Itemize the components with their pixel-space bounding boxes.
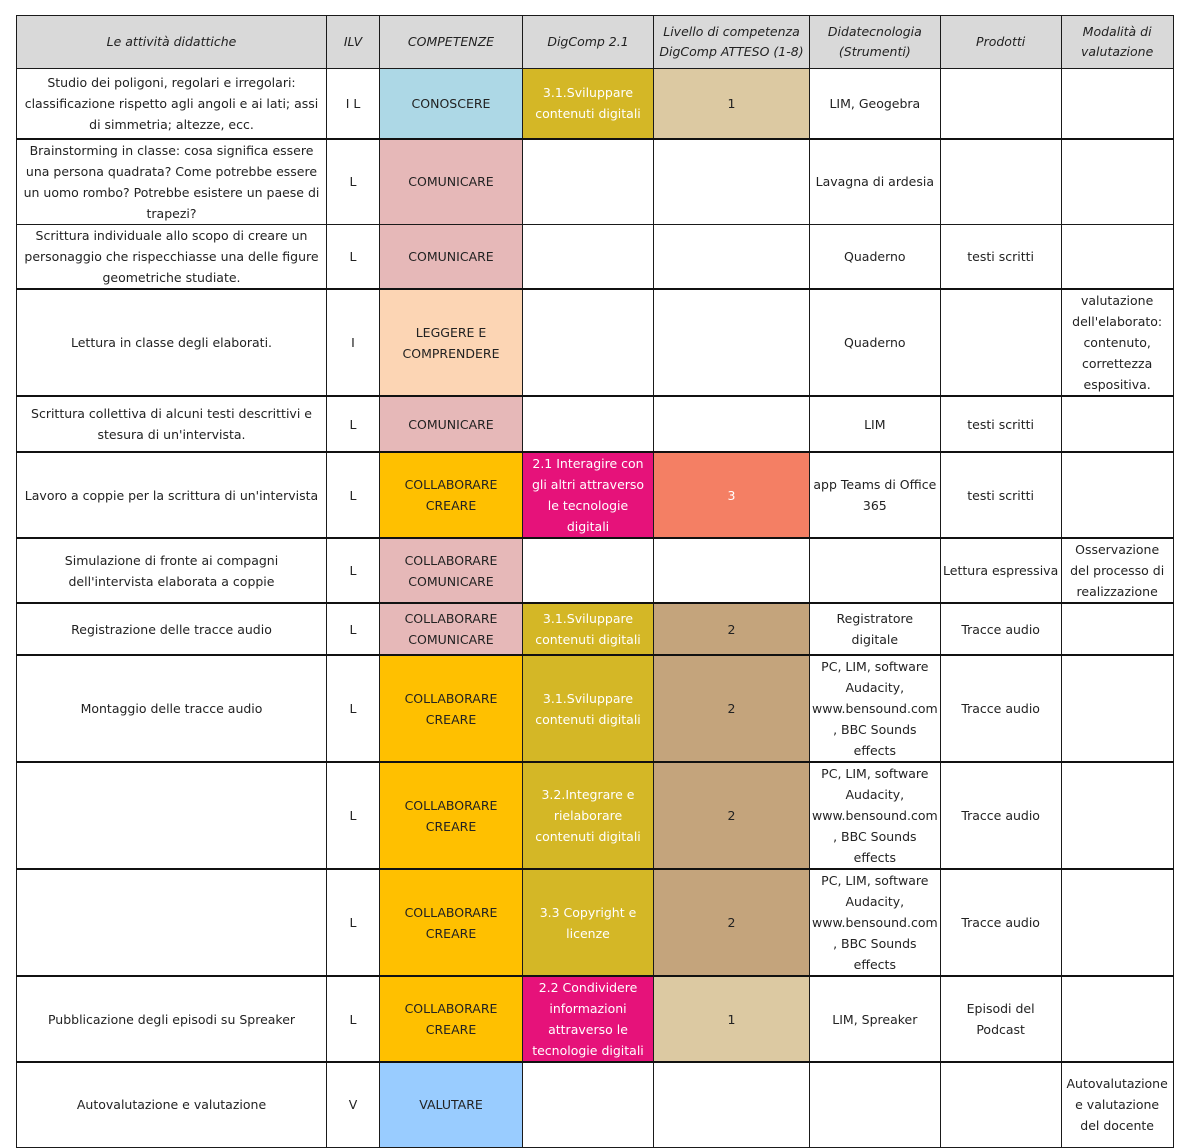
ilv-cell: L xyxy=(327,976,380,1062)
ilv-cell: V xyxy=(327,1062,380,1147)
livello-cell: 2 xyxy=(654,762,810,869)
table-row xyxy=(17,538,1174,603)
table-row xyxy=(17,139,1174,225)
prodotti-cell xyxy=(940,1062,1061,1147)
ilv-cell: I xyxy=(327,289,380,396)
digcomp-cell: 3.1.Sviluppare contenuti digitali xyxy=(523,655,654,762)
digcomp-cell: 3.3 Copyright e licenze xyxy=(523,869,654,976)
digcomp-cell: 3.2.Integrare e rielaborare contenuti digitali xyxy=(523,762,654,869)
ilv-cell: L xyxy=(327,538,380,603)
competenze-cell: COLLABORARE CREARE xyxy=(380,869,523,976)
livello-cell: 2 xyxy=(654,603,810,655)
header-valutazione: Modalità di valutazione xyxy=(1061,16,1173,69)
table-row xyxy=(17,224,1174,289)
prodotti-cell: Lettura espressiva xyxy=(940,538,1061,603)
strumenti-cell: Quaderno xyxy=(810,289,941,396)
activity-cell: Pubblicazione degli episodi su Spreaker xyxy=(17,976,327,1062)
table-row xyxy=(17,396,1174,452)
strumenti-cell: Registratore digitale xyxy=(810,603,941,655)
valutazione-cell xyxy=(1061,396,1173,452)
livello-cell: 3 xyxy=(654,452,810,538)
digcomp-cell xyxy=(523,289,654,396)
competenze-cell: COLLABORARE CREARE xyxy=(380,976,523,1062)
digcomp-cell: 2.1 Interagire con gli altri attraverso le tecnologie digitali xyxy=(523,452,654,538)
digcomp-cell xyxy=(523,396,654,452)
valutazione-cell xyxy=(1061,655,1173,762)
digcomp-cell: 2.2 Condividere informazioni attraverso le tecnologie digitali xyxy=(523,976,654,1062)
valutazione-cell: Autovalutazione e valutazione del docente xyxy=(1061,1062,1173,1147)
strumenti-cell: LIM xyxy=(810,396,941,452)
prodotti-cell: Tracce audio xyxy=(940,762,1061,869)
header-ilv: ILV xyxy=(327,16,380,69)
strumenti-cell: LIM, Geogebra xyxy=(810,69,941,139)
livello-cell xyxy=(654,396,810,452)
prodotti-cell: testi scritti xyxy=(940,452,1061,538)
prodotti-cell: Tracce audio xyxy=(940,603,1061,655)
strumenti-cell xyxy=(810,538,941,603)
activity-cell: Studio dei poligoni, regolari e irregolari: classificazione rispetto agli angoli e ai lati; assi di simmetria; altezze, ecc. xyxy=(17,69,327,139)
prodotti-cell: Tracce audio xyxy=(940,869,1061,976)
table-row xyxy=(17,289,1174,396)
activity-cell xyxy=(17,762,327,869)
activity-cell: Autovalutazione e valutazione xyxy=(17,1062,327,1147)
ilv-cell: L xyxy=(327,655,380,762)
table-row xyxy=(17,976,1174,1062)
valutazione-cell xyxy=(1061,224,1173,289)
ilv-cell: I L xyxy=(327,69,380,139)
activities-table xyxy=(16,15,1174,1148)
prodotti-cell: testi scritti xyxy=(940,224,1061,289)
prodotti-cell: testi scritti xyxy=(940,396,1061,452)
table-row xyxy=(17,1062,1174,1147)
table-row xyxy=(17,69,1174,139)
valutazione-cell xyxy=(1061,69,1173,139)
ilv-cell: L xyxy=(327,762,380,869)
prodotti-cell: Episodi del Podcast xyxy=(940,976,1061,1062)
competenze-cell: COMUNICARE xyxy=(380,396,523,452)
prodotti-cell xyxy=(940,69,1061,139)
header-digcomp: DigComp 2.1 xyxy=(523,16,654,69)
digcomp-cell xyxy=(523,538,654,603)
header-activity: Le attività didattiche xyxy=(17,16,327,69)
ilv-cell: L xyxy=(327,139,380,225)
livello-cell: 2 xyxy=(654,869,810,976)
header-row xyxy=(17,16,1174,69)
livello-cell xyxy=(654,289,810,396)
strumenti-cell: PC, LIM, software Audacity, www.bensound.com , BBC Sounds effects xyxy=(810,655,941,762)
ilv-cell: L xyxy=(327,452,380,538)
competenze-cell: COLLABORARE CREARE xyxy=(380,655,523,762)
activity-cell: Montaggio delle tracce audio xyxy=(17,655,327,762)
competenze-cell: COLLABORARE CREARE xyxy=(380,452,523,538)
strumenti-cell: Lavagna di ardesia xyxy=(810,139,941,225)
ilv-cell: L xyxy=(327,396,380,452)
livello-cell xyxy=(654,224,810,289)
header-strumenti: Didatecnologia (Strumenti) xyxy=(810,16,941,69)
competenze-cell: COMUNICARE xyxy=(380,139,523,225)
activity-cell: Lettura in classe degli elaborati. xyxy=(17,289,327,396)
competenze-cell: COMUNICARE xyxy=(380,224,523,289)
valutazione-cell xyxy=(1061,452,1173,538)
valutazione-cell xyxy=(1061,603,1173,655)
strumenti-cell: LIM, Spreaker xyxy=(810,976,941,1062)
valutazione-cell xyxy=(1061,976,1173,1062)
competenze-cell: VALUTARE xyxy=(380,1062,523,1147)
prodotti-cell: Tracce audio xyxy=(940,655,1061,762)
prodotti-cell xyxy=(940,139,1061,225)
livello-cell: 1 xyxy=(654,976,810,1062)
digcomp-cell: 3.1.Sviluppare contenuti digitali xyxy=(523,69,654,139)
valutazione-cell: Osservazione del processo di realizzazione xyxy=(1061,538,1173,603)
digcomp-cell xyxy=(523,224,654,289)
livello-cell xyxy=(654,139,810,225)
header-competenze: COMPETENZE xyxy=(380,16,523,69)
activity-cell: Registrazione delle tracce audio xyxy=(17,603,327,655)
valutazione-cell xyxy=(1061,869,1173,976)
digcomp-cell xyxy=(523,139,654,225)
activity-cell: Scrittura individuale allo scopo di creare un personaggio che rispecchiasse una delle figure geometriche studiate. xyxy=(17,224,327,289)
activity-cell: Simulazione di fronte ai compagni dell'intervista elaborata a coppie xyxy=(17,538,327,603)
livello-cell: 2 xyxy=(654,655,810,762)
strumenti-cell: PC, LIM, software Audacity, www.bensound.com , BBC Sounds effects xyxy=(810,762,941,869)
strumenti-cell: app Teams di Office 365 xyxy=(810,452,941,538)
table-row xyxy=(17,655,1174,762)
ilv-cell: L xyxy=(327,224,380,289)
strumenti-cell xyxy=(810,1062,941,1147)
ilv-cell: L xyxy=(327,869,380,976)
digcomp-cell xyxy=(523,1062,654,1147)
activity-cell xyxy=(17,869,327,976)
strumenti-cell: PC, LIM, software Audacity, www.bensound.com , BBC Sounds effects xyxy=(810,869,941,976)
table-row xyxy=(17,603,1174,655)
table-row xyxy=(17,869,1174,976)
activity-cell: Scrittura collettiva di alcuni testi descrittivi e stesura di un'intervista. xyxy=(17,396,327,452)
valutazione-cell: valutazione dell'elaborato: contenuto, correttezza espositiva. xyxy=(1061,289,1173,396)
header-livello: Livello di competenza DigComp ATTESO (1-8) xyxy=(654,16,810,69)
livello-cell xyxy=(654,1062,810,1147)
valutazione-cell xyxy=(1061,139,1173,225)
digcomp-cell: 3.1.Sviluppare contenuti digitali xyxy=(523,603,654,655)
table-row xyxy=(17,762,1174,869)
table-row xyxy=(17,452,1174,538)
competenze-cell: COLLABORARE CREARE xyxy=(380,762,523,869)
livello-cell xyxy=(654,538,810,603)
competenze-cell: COLLABORARE COMUNICARE xyxy=(380,603,523,655)
livello-cell: 1 xyxy=(654,69,810,139)
activity-cell: Lavoro a coppie per la scrittura di un'intervista xyxy=(17,452,327,538)
ilv-cell: L xyxy=(327,603,380,655)
activity-cell: Brainstorming in classe: cosa significa essere una persona quadrata? Come potrebbe essere un uomo rombo? Potrebbe esistere un paese di trapezi? xyxy=(17,139,327,225)
valutazione-cell xyxy=(1061,762,1173,869)
strumenti-cell: Quaderno xyxy=(810,224,941,289)
header-prodotti: Prodotti xyxy=(940,16,1061,69)
competenze-cell: CONOSCERE xyxy=(380,69,523,139)
competenze-cell: LEGGERE E COMPRENDERE xyxy=(380,289,523,396)
prodotti-cell xyxy=(940,289,1061,396)
competenze-cell: COLLABORARE COMUNICARE xyxy=(380,538,523,603)
